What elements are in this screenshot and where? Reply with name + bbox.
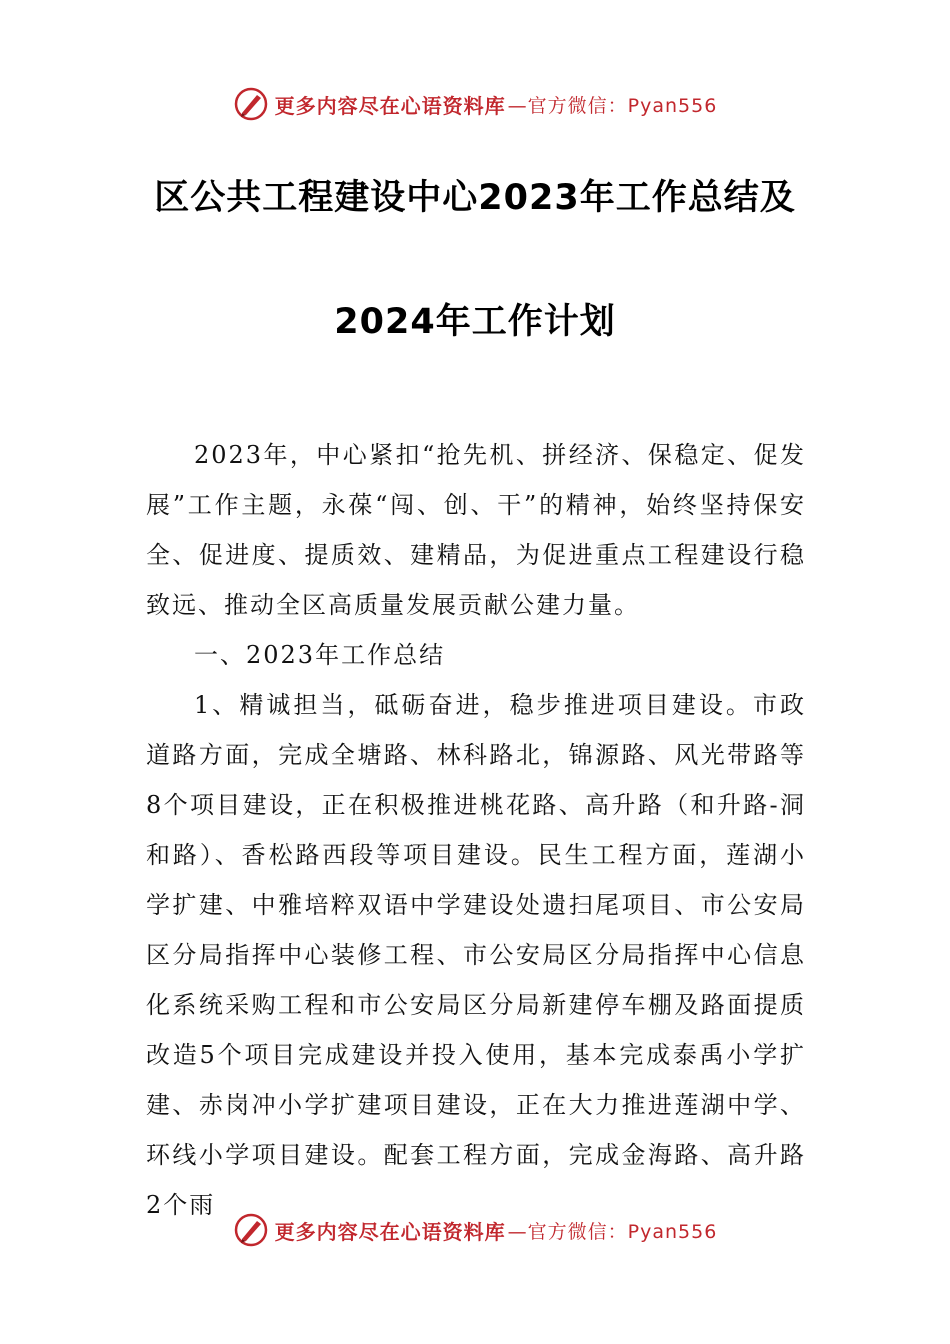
document-title-line2: 2024年工作计划 (334, 302, 616, 342)
watermark-banner-bottom (0, 1210, 950, 1250)
watermark-banner-top (0, 84, 950, 124)
watermark-brand: 更多内容尽在心语资料库 (274, 93, 506, 118)
watermark-official: —官方微信：Pyan556 (507, 1220, 718, 1243)
watermark-official: —官方微信：Pyan556 (507, 94, 718, 117)
pen-logo-icon (233, 1212, 269, 1248)
section-heading: 一、2023年工作总结 (194, 641, 446, 669)
document-title-line1: 区公共工程建设中心2023年工作总结及 (154, 178, 796, 218)
watermark-brand: 更多内容尽在心语资料库 (274, 1219, 506, 1244)
paragraph-intro: 2023年，中心紧扣“抢先机、拼经济、保稳定、促发展”工作主题，永葆“闯、创、干”的精神，始终坚持保安全、促进度、提质效、建精品，为促进重点工程建设行稳致远、推动全区高质量发展贡献公建力量。 (146, 441, 806, 619)
paragraph-item-1: 1、精诚担当，砥砺奋进，稳步推进项目建设。市政道路方面，完成全塘路、林科路北，锦源路、风光带路等8个项目建设，正在积极推进桃花路、高升路（和升路-洞和路）、香松路西段等项目建设。民生工程方面，莲湖小学扩建、中雅培粹双语中学建设处遗扫尾项目、市公安局区分局指挥中心装修工程、市公安局区分局指挥中心信息化系统采购工程和市公安局区分局新建停车棚及路面提质改造5个项目完成建设并投入使用，基本完成泰禹小学扩建、赤岗冲小学扩建项目建设，正在大力推进莲湖中学、环线小学项目建设。配套工程方面，完成金海路、高升路2个雨 (146, 691, 806, 1219)
pen-logo-icon (233, 86, 269, 122)
document-body (146, 430, 806, 1230)
